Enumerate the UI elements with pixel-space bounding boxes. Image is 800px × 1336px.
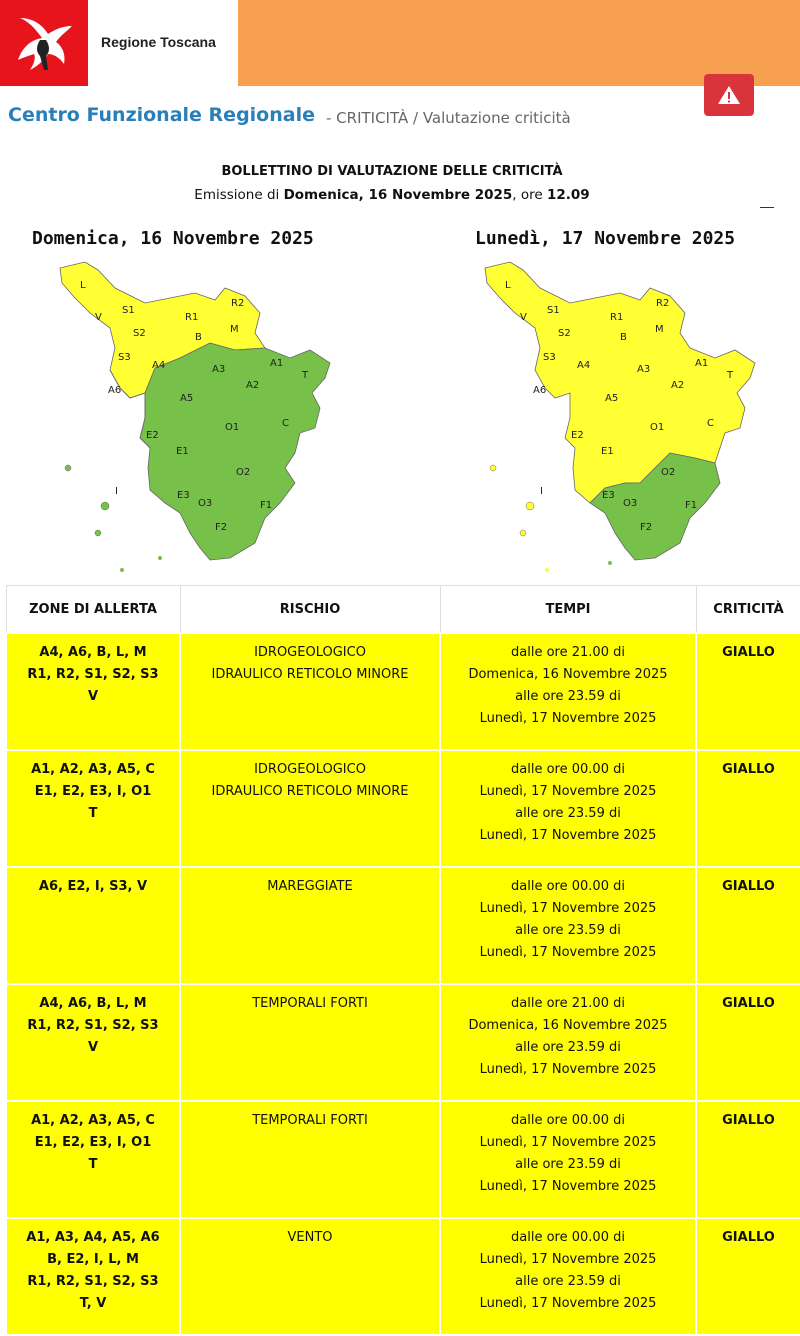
criticality-cell: GIALLO (696, 1101, 800, 1218)
logo[interactable] (0, 0, 238, 86)
map-label: B (620, 332, 627, 343)
zone-cell (6, 1101, 180, 1218)
emission-prefix: Emissione di (194, 187, 284, 203)
map-label: A1 (695, 358, 709, 369)
map-label: F1 (260, 500, 273, 511)
time-cell-line: alle ore 23.59 di (515, 689, 621, 704)
map-label: F1 (685, 500, 698, 511)
risk-cell (180, 867, 440, 984)
risk-cell (180, 1101, 440, 1218)
map-label: A3 (637, 364, 651, 375)
risk-cell (180, 750, 440, 867)
time-cell (440, 867, 696, 984)
map-label: S1 (122, 305, 135, 316)
zone-cell-line: A4, A6, B, L, M (39, 645, 147, 660)
zone-cell (6, 984, 180, 1101)
warning-icon (717, 85, 741, 105)
table-row (6, 867, 800, 984)
map-label: C (282, 418, 289, 429)
column-header: RISCHIO (180, 586, 440, 634)
time-cell-line: Lunedì, 17 Novembre 2025 (479, 828, 657, 843)
risk-cell-line: IDROGEOLOGICO (254, 762, 366, 777)
alerts-table (5, 585, 800, 1336)
risk-cell-line: TEMPORALI FORTI (252, 1113, 368, 1128)
zone-cell-line: A1, A2, A3, A5, C (31, 1113, 155, 1128)
map-label: F2 (215, 522, 228, 533)
time-cell-line: Domenica, 16 Novembre 2025 (468, 1018, 668, 1033)
page-title[interactable]: Centro Funzionale Regionale (8, 104, 315, 126)
zone-cell-line: V (87, 689, 99, 704)
risk-cell-line: IDRAULICO RETICOLO MINORE (211, 667, 409, 682)
map-label: O3 (623, 498, 638, 509)
emission-date: Domenica, 16 Novembre 2025 (283, 187, 513, 203)
table-row (6, 750, 800, 867)
time-cell-line: alle ore 23.59 di (515, 923, 621, 938)
bulletin-emission (0, 187, 784, 203)
zone-cell-line: T, V (79, 1296, 107, 1311)
risk-cell-line: IDROGEOLOGICO (254, 645, 366, 660)
time-cell-line: Lunedì, 17 Novembre 2025 (479, 1179, 657, 1194)
map-label: V (520, 312, 527, 323)
criticality-cell: GIALLO (696, 984, 800, 1101)
map-label: S3 (118, 352, 131, 363)
emission-time: 12.09 (547, 187, 590, 203)
time-cell-line: alle ore 23.59 di (515, 1040, 621, 1055)
map-label: V (95, 312, 102, 323)
zone-cell (6, 750, 180, 867)
map-label: S3 (543, 352, 556, 363)
map-date-right: Lunedì, 17 Novembre 2025 (475, 228, 736, 249)
risk-cell (180, 984, 440, 1101)
alert-button[interactable] (704, 74, 754, 116)
column-header: TEMPI (440, 586, 696, 634)
zone-cell-line: T (88, 1157, 98, 1172)
map-label: A4 (152, 360, 166, 371)
map-label: L (505, 280, 511, 291)
criticality-cell: GIALLO (696, 633, 800, 750)
time-cell (440, 750, 696, 867)
risk-cell (180, 633, 440, 750)
zone-cell-line: A4, A6, B, L, M (39, 996, 147, 1011)
zone-cell-line: E1, E2, E3, I, O1 (34, 784, 152, 799)
map-label: F2 (640, 522, 653, 533)
map-label: E1 (601, 446, 614, 457)
risk-cell-line: TEMPORALI FORTI (252, 996, 368, 1011)
map-label: T (302, 370, 309, 381)
time-cell-line: dalle ore 21.00 di (511, 996, 625, 1011)
map-label: A4 (577, 360, 591, 371)
map-label: S1 (547, 305, 560, 316)
zone-cell (6, 1218, 180, 1335)
divider (760, 207, 774, 208)
time-cell-line: alle ore 23.59 di (515, 1157, 621, 1172)
map-label: E2 (571, 430, 584, 441)
zone-cell-line: E1, E2, E3, I, O1 (34, 1135, 152, 1150)
zone-cell-line: B, E2, I, L, M (47, 1252, 139, 1267)
zone-cell-line: A6, E2, I, S3, V (38, 879, 148, 894)
time-cell-line: dalle ore 00.00 di (511, 1113, 625, 1128)
time-cell (440, 984, 696, 1101)
map-label: E3 (602, 490, 615, 501)
time-cell-line: Lunedì, 17 Novembre 2025 (479, 1296, 657, 1311)
map-label: R2 (231, 298, 245, 309)
map-label: I (540, 486, 543, 497)
map-label: I (115, 486, 118, 497)
risk-cell-line: VENTO (287, 1230, 333, 1245)
time-cell-line: dalle ore 00.00 di (511, 1230, 625, 1245)
time-cell-line: alle ore 23.59 di (515, 1274, 621, 1289)
map-label: R1 (185, 312, 199, 323)
map-day1 (50, 258, 340, 578)
map-label: E3 (177, 490, 190, 501)
map-label: E2 (146, 430, 159, 441)
zone-cell (6, 633, 180, 750)
map-label: O2 (661, 467, 676, 478)
time-cell-line: Lunedì, 17 Novembre 2025 (479, 1252, 657, 1267)
map-label: T (727, 370, 734, 381)
map-label: A3 (212, 364, 226, 375)
column-header: CRITICITÀ (696, 586, 800, 634)
table-row (6, 984, 800, 1101)
table-row (6, 1101, 800, 1218)
criticality-cell: GIALLO (696, 1218, 800, 1335)
map-label: O3 (198, 498, 213, 509)
table-row (6, 633, 800, 750)
table-row (6, 1218, 800, 1335)
map-label: R1 (610, 312, 624, 323)
zone-cell (6, 867, 180, 984)
breadcrumb: - CRITICITÀ / Valutazione criticità (326, 109, 571, 127)
map-label: B (195, 332, 202, 343)
time-cell (440, 1218, 696, 1335)
logo-text: Regione Toscana (101, 34, 216, 50)
map-label: A5 (180, 393, 194, 404)
map-label: R2 (656, 298, 670, 309)
time-cell-line: Lunedì, 17 Novembre 2025 (479, 1135, 657, 1150)
map-label: C (707, 418, 714, 429)
time-cell-line: Lunedì, 17 Novembre 2025 (479, 1062, 657, 1077)
criticality-cell: GIALLO (696, 750, 800, 867)
map-label: A5 (605, 393, 619, 404)
time-cell-line: Domenica, 16 Novembre 2025 (468, 667, 668, 682)
time-cell-line: Lunedì, 17 Novembre 2025 (479, 784, 657, 799)
time-cell-line: dalle ore 00.00 di (511, 879, 625, 894)
time-cell-line: Lunedì, 17 Novembre 2025 (479, 901, 657, 916)
zone-cell-line: V (87, 1040, 99, 1055)
map-label: S2 (133, 328, 146, 339)
pegasus-logo-icon (0, 0, 88, 86)
map-label: O1 (650, 422, 665, 433)
map-day2 (475, 258, 765, 578)
map-label: A2 (246, 380, 260, 391)
risk-cell (180, 1218, 440, 1335)
time-cell-line: alle ore 23.59 di (515, 806, 621, 821)
risk-cell-line: MAREGGIATE (267, 879, 353, 894)
time-cell-line: dalle ore 21.00 di (511, 645, 625, 660)
map-label: E1 (176, 446, 189, 457)
map-label: O1 (225, 422, 240, 433)
zone-cell-line: R1, R2, S1, S2, S3 (27, 1018, 159, 1033)
emission-mid: , ore (512, 187, 547, 203)
bulletin-title: BOLLETTINO DI VALUTAZIONE DELLE CRITICITÀ (221, 164, 563, 179)
time-cell-line: dalle ore 00.00 di (511, 762, 625, 777)
column-header: ZONE DI ALLERTA (6, 586, 180, 634)
time-cell-line: Lunedì, 17 Novembre 2025 (479, 945, 657, 960)
map-label: M (230, 324, 239, 335)
map-label: A6 (108, 385, 122, 396)
map-label: L (80, 280, 86, 291)
table-header-row (6, 586, 800, 634)
risk-cell-line: IDRAULICO RETICOLO MINORE (211, 784, 409, 799)
zone-cell-line: T (88, 806, 98, 821)
map-label: S2 (558, 328, 571, 339)
time-cell-line: Lunedì, 17 Novembre 2025 (479, 711, 657, 726)
criticality-cell: GIALLO (696, 867, 800, 984)
map-date-left: Domenica, 16 Novembre 2025 (32, 228, 314, 249)
zone-cell-line: A1, A3, A4, A5, A6 (26, 1230, 160, 1245)
map-label: A6 (533, 385, 547, 396)
time-cell (440, 1101, 696, 1218)
map-label: A2 (671, 380, 685, 391)
zone-cell-line: A1, A2, A3, A5, C (31, 762, 155, 777)
zone-cell-line: R1, R2, S1, S2, S3 (27, 667, 159, 682)
map-label: O2 (236, 467, 251, 478)
zone-cell-line: R1, R2, S1, S2, S3 (27, 1274, 159, 1289)
map-label: A1 (270, 358, 284, 369)
map-label: M (655, 324, 664, 335)
time-cell (440, 633, 696, 750)
